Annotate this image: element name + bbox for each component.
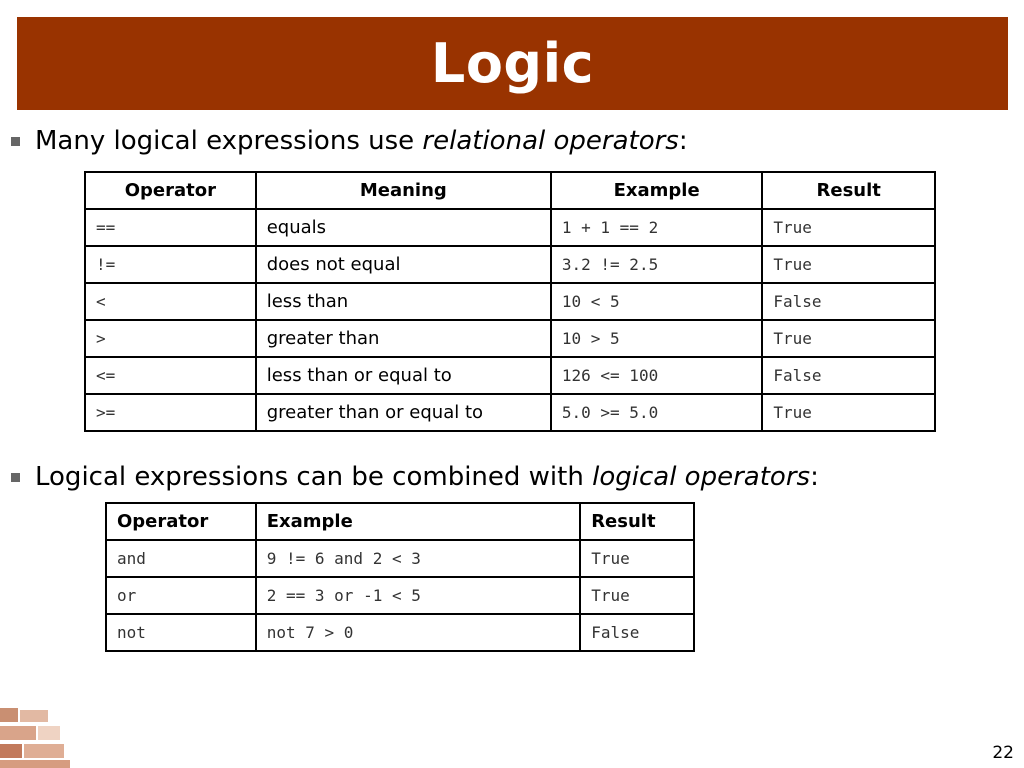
table-cell: does not equal <box>256 246 551 283</box>
table-cell: equals <box>256 209 551 246</box>
bullet-logical-suffix: : <box>810 462 819 492</box>
bullet-square-icon <box>11 473 20 482</box>
bullet-relational <box>11 126 688 156</box>
table-cell: != <box>85 246 256 283</box>
table-row <box>106 577 694 614</box>
table-cell: not <box>106 614 256 651</box>
table-cell: and <box>106 540 256 577</box>
bullet-relational-emphasis: relational operators <box>422 126 679 156</box>
logical-operators-table <box>105 502 695 652</box>
table-cell: <= <box>85 357 256 394</box>
table-cell: not 7 > 0 <box>256 614 580 651</box>
table-header-row <box>85 172 935 209</box>
slide-number: 22 <box>992 743 1014 763</box>
table-cell: greater than <box>256 320 551 357</box>
column-header: Result <box>762 172 935 209</box>
table-cell: True <box>580 577 694 614</box>
table-row <box>85 246 935 283</box>
bullet-logical-emphasis: logical operators <box>592 462 811 492</box>
table-row <box>85 357 935 394</box>
column-header: Operator <box>106 503 256 540</box>
column-header: Example <box>256 503 580 540</box>
bullet-logical <box>11 462 819 492</box>
table-cell: 10 > 5 <box>551 320 763 357</box>
table-cell: True <box>580 540 694 577</box>
column-header: Operator <box>85 172 256 209</box>
table-cell: greater than or equal to <box>256 394 551 431</box>
table-cell: True <box>762 209 935 246</box>
column-header: Example <box>551 172 763 209</box>
table-cell: or <box>106 577 256 614</box>
table-row <box>85 320 935 357</box>
table-cell: 2 == 3 or -1 < 5 <box>256 577 580 614</box>
table-cell: False <box>762 283 935 320</box>
table-cell: < <box>85 283 256 320</box>
title-bar <box>17 17 1008 110</box>
table-cell: True <box>762 394 935 431</box>
table-cell: 126 <= 100 <box>551 357 763 394</box>
table-cell: less than or equal to <box>256 357 551 394</box>
column-header: Result <box>580 503 694 540</box>
table-cell: 10 < 5 <box>551 283 763 320</box>
table-cell: 5.0 >= 5.0 <box>551 394 763 431</box>
bullet-relational-prefix: Many logical expressions use <box>35 126 423 156</box>
slide-title: Logic <box>430 32 595 95</box>
table-cell: == <box>85 209 256 246</box>
table-row <box>106 614 694 651</box>
bullet-square-icon <box>11 137 20 146</box>
bullet-logical-text <box>35 462 819 492</box>
table-cell: False <box>762 357 935 394</box>
bullet-relational-suffix: : <box>678 126 688 156</box>
table-row <box>106 540 694 577</box>
table-row <box>85 394 935 431</box>
table-cell: True <box>762 320 935 357</box>
table-cell: > <box>85 320 256 357</box>
table-header-row <box>106 503 694 540</box>
table-cell: 3.2 != 2.5 <box>551 246 763 283</box>
table-cell: False <box>580 614 694 651</box>
table-row <box>85 209 935 246</box>
table-cell: less than <box>256 283 551 320</box>
table-cell: 9 != 6 and 2 < 3 <box>256 540 580 577</box>
table-cell: >= <box>85 394 256 431</box>
relational-operators-table <box>84 171 936 432</box>
bullet-logical-prefix: Logical expressions can be combined with <box>35 462 593 492</box>
bullet-relational-text <box>35 126 688 156</box>
brick-decoration-icon <box>0 700 90 768</box>
table-cell: 1 + 1 == 2 <box>551 209 763 246</box>
column-header: Meaning <box>256 172 551 209</box>
table-row <box>85 283 935 320</box>
table-cell: True <box>762 246 935 283</box>
